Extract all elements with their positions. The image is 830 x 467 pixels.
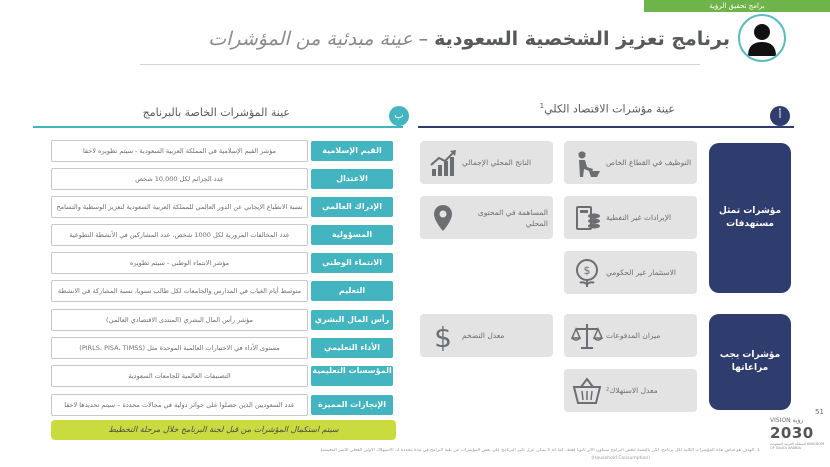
- logo-year: 2030: [770, 424, 814, 442]
- growth-chart-icon: [427, 147, 459, 179]
- worker-icon: [571, 147, 603, 179]
- indicator-description: مؤشر الانتماء الوطني - سيتم تطويره: [51, 252, 308, 274]
- indicator-description: عدد الجرائم لكل 10,000 شخص: [51, 168, 308, 190]
- footnote-text: 1. الهدف هو قياس هذه المؤشرات الكلية لكل برنامج، لكن بالنسبة لبعض البرامج سيكون الأثر ثانويا فقط، كما أنه لا يمكن عزل تأثير البرنامج على بعض المؤشرات عن بقية البرامج في مدة محددة 2. الاستهلاك الأولي الفعلي للأسر المعيشية: [320, 448, 760, 453]
- card-label: معدل التضخم: [462, 331, 505, 340]
- indicator-label: الاعتدال: [311, 169, 393, 189]
- card-private-employment: [564, 141, 697, 184]
- indicator-description: التصنيفات العالمية للجامعات السعودية: [51, 365, 308, 387]
- indicator-label: الإدراك العالمي: [311, 197, 393, 217]
- card-inflation: [420, 314, 553, 357]
- card-label: الناتج المحلي الإجمالي: [462, 158, 532, 167]
- section-b-divider: [33, 126, 403, 128]
- card-label: الاستثمار غير الحكومي: [606, 268, 677, 277]
- vision-2030-logo: [770, 417, 828, 463]
- category-observed-indicators: مؤشرات يجب مراعاتها: [709, 314, 791, 410]
- section-b-badge: ب: [389, 106, 409, 126]
- indicator-description: عدد السعوديين الذين حصلوا على جوائز دولية في مجالات محددة – سيتم تحديدها لاحقا: [51, 394, 308, 416]
- investment-plant-icon: [571, 257, 603, 289]
- card-balance-of-payments: [564, 314, 697, 357]
- basket-icon: [571, 375, 603, 407]
- card-label: التوظيف في القطاع الخاص: [606, 158, 692, 167]
- card-local-content: [420, 196, 553, 239]
- logo-country: المملكة العربية السعودية KINGDOM OF SAUDI ARABIA: [770, 442, 825, 450]
- card-non-oil-revenue: [564, 196, 697, 239]
- card-label: ميزان المدفوعات: [606, 331, 661, 340]
- card-label: المساهمة في المحتوى المحلي: [477, 207, 548, 228]
- section-b-title: عينة المؤشرات الخاصة بالبرنامج: [142, 106, 290, 119]
- footnote-text-2: (Household Consumption): [591, 456, 650, 461]
- dollar-icon: [427, 320, 459, 352]
- card-non-govt-investment: [564, 251, 697, 294]
- card-gdp: [420, 141, 553, 184]
- person-icon: [738, 14, 786, 62]
- section-a-title: عينة مؤشرات الاقتصاد الكلي$^1$: [539, 102, 675, 116]
- indicator-description: عدد المخالفات المرورية لكل 1000 شخص، عدد المشاركين في الأنشطة التطوعية: [51, 224, 308, 246]
- card-consumption-rate: [564, 369, 697, 412]
- indicator-label: الانتماء الوطني: [311, 253, 393, 273]
- indicator-label: الأداء التعليمي: [311, 338, 393, 358]
- indicator-description: متوسط أيام الغياب في المدارس والجامعات لكل طالب سنويا، نسبة المشاركة في الانشطة: [51, 280, 308, 302]
- indicator-label: التعليم: [311, 281, 393, 301]
- indicator-label: المسؤولية: [311, 225, 393, 245]
- category-target-indicators: مؤشرات تمثل مستهدفات: [709, 143, 791, 293]
- indicator-description: مؤشر رأس المال البشري (المنتدى الاقتصادي العالمي): [51, 309, 308, 331]
- section-a-divider: [418, 126, 794, 128]
- planning-note-ribbon: سيتم استكمال المؤشرات من قبل لجنة البرنامج خلال مرحلة التخطيط: [51, 420, 396, 440]
- card-label: معدل الاستهلاك 2: [606, 386, 658, 395]
- location-pin-icon: [427, 202, 459, 234]
- indicator-label: الإنجازات المميزة: [311, 395, 393, 415]
- balance-scale-icon: [571, 320, 603, 352]
- svg-text:$: $: [434, 321, 452, 352]
- section-a-badge: أ: [770, 106, 790, 126]
- card-label: الإيرادات غير النفطية: [606, 213, 672, 222]
- vision-programs-tag: برامج تحقيق الرؤية: [644, 0, 830, 12]
- indicator-description: نسبة الانطباع الإيجابي عن الدور العالمي للمملكة العربية السعودية لتعزيز الوسطية والتسامح: [51, 196, 308, 218]
- title-divider: [140, 64, 700, 65]
- money-icon: [571, 202, 603, 234]
- svg-text:$: $: [583, 264, 591, 277]
- indicator-label: المؤسسات التعليمية: [311, 366, 393, 386]
- indicator-label: القيم الإسلامية: [311, 141, 393, 161]
- page-number: 51: [815, 408, 824, 416]
- indicator-description: مستوى الأداء في الاختبارات العالمية الموحدة مثل (PIRLS، PISA، TIMSS): [51, 337, 308, 359]
- indicator-description: مؤشر القيم الإسلامية في المملكة العربية السعودية - سيتم تطويره لاحقا: [51, 140, 308, 162]
- logo-vision-text: VISION رؤية: [770, 417, 804, 424]
- indicator-label: رأس المال البشري: [311, 310, 393, 330]
- page-title: برنامج تعزيز الشخصية السعودية – عينة مبدئية من المؤشرات: [208, 28, 730, 50]
